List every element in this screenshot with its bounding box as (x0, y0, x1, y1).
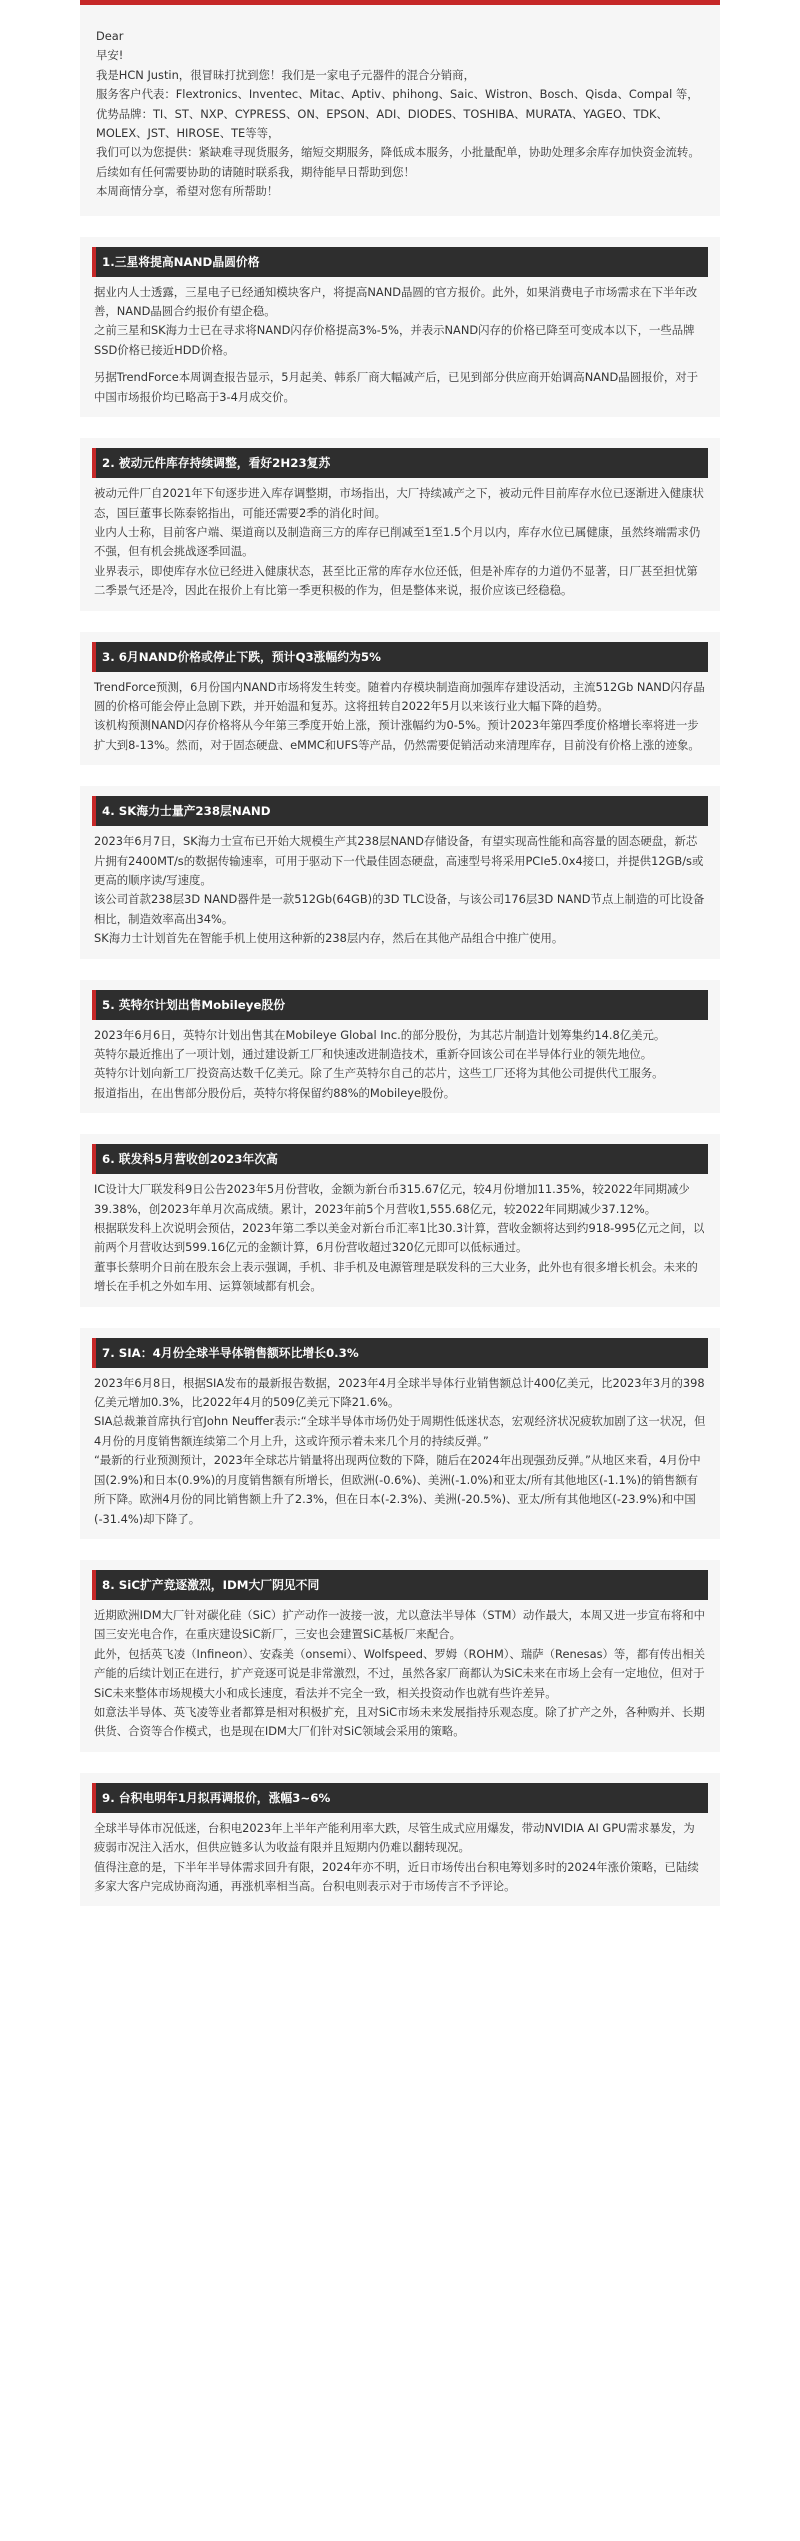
section-paragraph: 2023年6月7日，SK海力士宣布已开始大规模生产其238层NAND存储设备，有望实现高性能和高容量的固态硬盘，新芯片拥有2400MT/s的数据传输速率，可用于驱动下一代最佳固态硬盘，高速型号将采用PCIe5.0x4接口，并提供12GB/s或更高的顺序读/写速度。 (94, 834, 704, 887)
section-paragraph: 该公司首款238层3D NAND器件是一款512Gb(64GB)的3D TLC设备，与该公司176层3D NAND节点上制造的可比设备相比，制造效率高出34%。 (94, 892, 705, 926)
section-paragraph: 报道指出，在出售部分股份后，英特尔将保留约88%的Mobileye股份。 (94, 1085, 456, 1100)
section-paragraph: 英特尔计划向新工厂投资高达数千亿美元。除了生产英特尔自己的芯片，这些工厂还将为其他公司提供代工服务。 (94, 1066, 664, 1081)
section-paragraph: 近期欧洲IDM大厂针对碳化硅（SiC）扩产动作一波接一波，尤以意法半导体（STM）动作最大，本周又进一步宣布将和中国三安光电合作，在重庆建设SiC新厂，三安也会建置SiC基板厂来配合。 (94, 1607, 706, 1642)
section-paragraph: 根据联发科上次说明会预估，2023年第二季以美金对新台币汇率1比30.3计算，营收金额将达到约918-995亿元之间，以前两个月营收达到599.16亿元的金额计算，6月份营收超过320亿元即可以低标通过。 (94, 1221, 705, 1255)
section-paragraph: 被动元件厂自2021年下旬逐步进入库存调整期，市场指出，大厂持续减产之下，被动元件目前库存水位已逐渐进入健康状态，国巨董事长陈泰铭指出，可能还需要2季的消化时间。 (94, 486, 704, 520)
section-paragraph: 值得注意的是，下半年半导体需求回升有限，2024年亦不明，近日市场传出台积电筹划多时的2024年涨价策略，已陆续多家大客户完成协商沟通，再涨机率相当高。台积电则表示对于市场传言不予评论。 (94, 1859, 699, 1893)
section-title: 4. SK海力士量产238层NAND (92, 796, 708, 826)
section-title: 2. 被动元件库存持续调整，看好2H23复苏 (92, 448, 708, 478)
greeting: Dear (96, 29, 124, 43)
section-paragraph: SK海力士计划首先在智能手机上使用这种新的238层内存，然后在其他产品组合中推广使用。 (94, 931, 564, 946)
section-body (94, 1180, 706, 1296)
section-title: 3. 6月NAND价格或停止下跌，预计Q3涨幅约为5% (92, 642, 708, 672)
news-section-5 (80, 980, 720, 1114)
section-title: 6. 联发科5月营收创2023年次高 (92, 1144, 708, 1174)
intro-block (80, 5, 720, 216)
section-paragraph: 2023年6月8日，根据SIA发布的最新报告数据，2023年4月全球半导体行业销售额总计400亿美元，比2023年3月的398亿美元增加0.3%，比2022年4月的509亿美元下降21.6%。 (94, 1375, 705, 1410)
section-body (94, 1026, 706, 1104)
section-paragraph: 董事长蔡明介日前在股东会上表示强调，手机、非手机及电源管理是联发科的三大业务，此外也有很多增长机会。未来的增长在手机之外如车用、运算领域都有机会。 (94, 1259, 698, 1294)
section-body (94, 1374, 706, 1529)
section-body (94, 1606, 706, 1742)
section-paragraph: 据业内人士透露，三星电子已经通知模块客户，将提高NAND晶圆的官方报价。此外，如果消费电子市场需求在下半年改善，NAND晶圆合约报价有望企稳。 (94, 284, 698, 319)
section-paragraph: 业内人士称，目前客户端、渠道商以及制造商三方的库存已削减至1至1.5个月以内，库存水位已属健康，虽然终端需求仍不强，但有机会挑战逐季回温。 (94, 524, 701, 559)
news-section-4 (80, 786, 720, 958)
section-title: 5. 英特尔计划出售Mobileye股份 (92, 990, 708, 1020)
section-body (94, 832, 706, 948)
news-section-3 (80, 632, 720, 766)
intro-paragraph: 后续如有任何需要协助的请随时联系我，期待能早日帮助到您！ (96, 164, 415, 179)
section-title: 7. SIA：4月份全球半导体销售额环比增长0.3% (92, 1338, 708, 1368)
section-title: 1.三星将提高NAND晶圆价格 (92, 247, 708, 277)
section-paragraph: 该机构预测NAND闪存价格将从今年第三季度开始上涨，预计涨幅约为0-5%。预计2023年第四季度价格增长率将进一步扩大到8-13%。然而，对于固态硬盘、eMMC和UFS等产品，仍然需要促销活动来清理库存，目前没有价格上涨的迹象。 (94, 718, 700, 752)
section-title: 8. SiC扩产竞逐激烈，IDM大厂阴见不同 (92, 1570, 708, 1600)
news-section-2 (80, 438, 720, 610)
section-paragraph: “最新的行业预测预计，2023年全球芯片销量将出现两位数的下降，随后在2024年出现强劲反弹。”从地区来看，4月份中国(2.9%)和日本(0.9%)的月度销售额有所增长，但欧洲(-0.6%)、美洲(-1.0%)和亚太/所有其他地区(-1.1%)的销售额有所下降。欧洲4月份的同比销售额上升了2.3%，但在日本(-2.3%)、美洲(-20.5%)、亚太/所有其他地区(-23.9%)和中国(-31.4%)却下降了。 (94, 1453, 701, 1526)
section-body (94, 678, 706, 756)
section-paragraph: 如意法半导体、英飞凌等业者都算是相对积极扩充，且对SiC市场未来发展指持乐观态度。除了扩产之外，各种购并、长期供货、合资等合作模式，也是现在IDM大厂们针对SiC领域会采用的策略。 (94, 1704, 705, 1739)
section-paragraph: SIA总裁兼首席执行官John Neuffer表示:“全球半导体市场仍处于周期性低迷状态，宏观经济状况疲软加剧了这一状况，但4月份的月度销售额连续第二个月上升，这或许预示着未来几个月的持续反弹。” (94, 1414, 706, 1448)
section-paragraph: 全球半导体市况低迷，台积电2023年上半年产能利用率大跌，尽管生成式应用爆发，带动NVIDIA AI GPU需求暴发，为疲弱市况注入活水，但供应链多认为收益有限并且短期内仍难以翻转现况。 (94, 1820, 695, 1855)
section-body (94, 1819, 706, 1897)
section-paragraph: TrendForce预测，6月份国内NAND市场将发生转变。随着内存模块制造商加强库存建设活动，主流512Gb NAND闪存晶圆的价格可能会停止急剧下跌，并开始温和复苏。这将扭转自2022年5月以来该行业大幅下降的趋势。 (94, 679, 705, 713)
section-paragraph: 业界表示，即使库存水位已经进入健康状态，甚至比正常的库存水位还低，但是补库存的力道仍不显著，日厂甚至担忧第二季景气还是冷，因此在报价上有比第一季更积极的作为，但是整体来说，报价应该已经稳稳。 (94, 563, 698, 598)
section-paragraph: 另据TrendForce本周调查报告显示，5月起美、韩系厂商大幅减产后，已见到部分供应商开始调高NAND晶圆报价，对于中国市场报价均已略高于3-4月成交价。 (94, 370, 699, 404)
intro-paragraph: 优势品牌：TI、ST、NXP、CYPRESS、ON、EPSON、ADI、DIODES、TOSHIBA、MURATA、YAGEO、TDK、MOLEX、JST、HIROSE、TE等等， (96, 106, 668, 141)
news-section-8 (80, 1560, 720, 1752)
news-section-6 (80, 1134, 720, 1306)
newsletter-page (80, 0, 720, 2541)
paragraph-gap (94, 360, 706, 368)
section-paragraph: 2023年6月6日，英特尔计划出售其在Mobileye Global Inc.的部分股份，为其芯片制造计划筹集约14.8亿美元。 (94, 1027, 666, 1042)
news-section-7 (80, 1328, 720, 1539)
intro-paragraph: 服务客户代表：Flextronics、Inventec、Mitac、Aptiv、phihong、Saic、Wistron、Bosch、Qisda、Compal 等， (96, 87, 699, 102)
section-paragraph: 英特尔最近推出了一项计划，通过建设新工厂和快速改进制造技术，重新夺回该公司在半导体行业的领先地位。 (94, 1047, 653, 1061)
intro-paragraph: 早安! (96, 48, 124, 63)
intro-paragraph: 我是HCN Justin，很冒昧打扰到您！我们是一家电子元器件的混合分销商， (96, 67, 475, 82)
news-section-1 (80, 237, 720, 417)
news-section-9 (80, 1773, 720, 1907)
section-body (94, 283, 706, 407)
section-body (94, 484, 706, 600)
section-title: 9. 台积电明年1月拟再调报价，涨幅3~6% (92, 1783, 708, 1813)
section-paragraph: 之前三星和SK海力士已在寻求将NAND闪存价格提高3%-5%，并表示NAND闪存的价格已降至可变成本以下，一些品牌SSD价格已接近HDD价格。 (94, 323, 695, 357)
intro-paragraph: 我们可以为您提供：紧缺难寻现货服务，缩短交期服务，降低成本服务，小批量配单，协助处理多余库存加快资金流转。 (96, 145, 700, 160)
section-paragraph: 此外，包括英飞凌（Infineon）、安森美（onsemi）、Wolfspeed、罗姆（ROHM）、瑞萨（Renesas）等，都有传出相关产能的后续计划正在进行，扩产竞逐可说是非常激烈，不过，虽然各家厂商都认为SiC未来在市场上会有一定地位，但对于SiC未来整体市场规模大小和成长速度，看法并不完全一致，相关投资动作也就有些许差异。 (94, 1646, 706, 1700)
section-paragraph: IC设计大厂联发科9日公告2023年5月份营收，金额为新台币315.67亿元，较4月份增加11.35%，较2022年同期减少39.38%，创2023年单月次高成绩。累计，2023年前5个月营收1,555.68亿元，较2022年同期减少37.12%。 (94, 1182, 690, 1216)
intro-paragraph: 本周商情分享，希望对您有所帮助！ (96, 184, 279, 199)
